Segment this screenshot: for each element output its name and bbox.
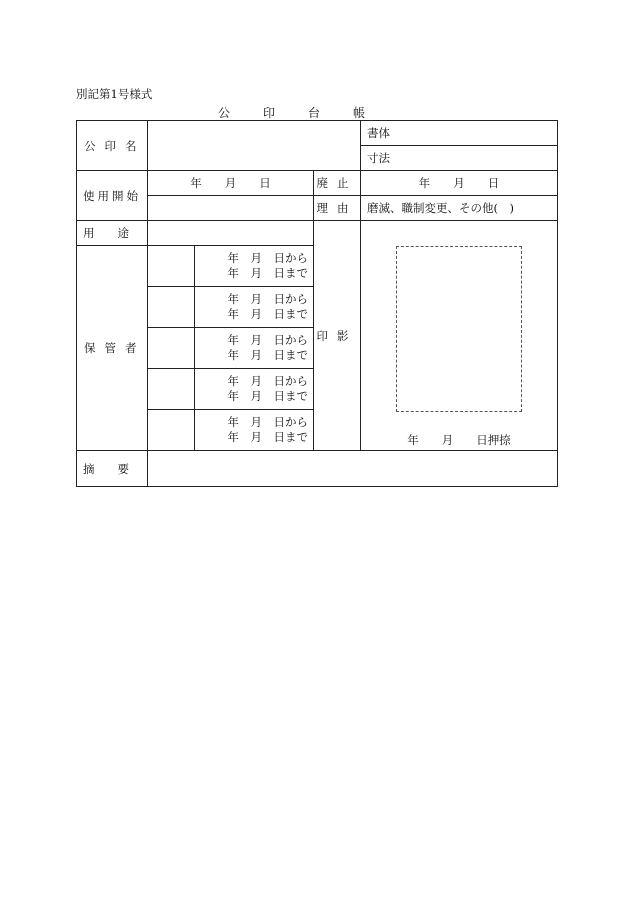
period-to: 年 月 日まで (227, 348, 308, 362)
period-from: 年 月 日から (227, 333, 308, 347)
custodian-name-field[interactable] (148, 287, 195, 328)
seal-ledger-table (76, 120, 558, 487)
period-from: 年 月 日から (227, 251, 308, 265)
period-to: 年 月 日まで (227, 389, 308, 403)
custodian-name-field[interactable] (148, 246, 195, 287)
typeface-label: 書体 (361, 121, 558, 146)
seal-stamp-date: 年 月 日押捺 (407, 433, 511, 447)
custodian-period[interactable] (195, 369, 314, 410)
start-use-label: 使用開始 (77, 171, 148, 221)
reason-options[interactable]: 磨滅、職制変更、その他( ) (361, 196, 558, 221)
seal-impression-label: 印影 (314, 221, 361, 451)
reason-label: 理由 (314, 196, 361, 221)
custodian-period[interactable] (195, 246, 314, 287)
period-from: 年 月 日から (227, 374, 308, 388)
seal-impression-area (361, 221, 558, 451)
period-from: 年 月 日から (227, 415, 308, 429)
seal-name-label: 公印名 (77, 121, 148, 171)
custodian-name-field[interactable] (148, 369, 195, 410)
document-title: 公印台帳 (218, 106, 399, 120)
period-to: 年 月 日まで (227, 307, 308, 321)
period-to: 年 月 日まで (227, 430, 308, 444)
abolish-label: 廃止 (314, 171, 361, 196)
start-use-date[interactable]: 年 月 日 (148, 171, 314, 196)
purpose-label: 用 途 (77, 221, 148, 246)
form-number-label: 別記第1号様式 (76, 87, 153, 101)
summary-label: 摘 要 (77, 451, 148, 487)
seal-stamp-box (396, 246, 522, 412)
period-to: 年 月 日まで (227, 266, 308, 280)
period-from: 年 月 日から (227, 292, 308, 306)
size-label: 寸法 (361, 146, 558, 171)
custodian-period[interactable] (195, 410, 314, 451)
custodian-name-field[interactable] (148, 410, 195, 451)
seal-name-field[interactable] (148, 121, 361, 171)
purpose-field[interactable] (148, 221, 314, 246)
custodian-period[interactable] (195, 287, 314, 328)
custodian-period[interactable] (195, 328, 314, 369)
summary-field[interactable] (148, 451, 558, 487)
custodian-name-field[interactable] (148, 328, 195, 369)
custodian-label: 保管者 (77, 246, 148, 451)
start-use-extra-field[interactable] (148, 196, 314, 221)
abolish-date[interactable]: 年 月 日 (361, 171, 558, 196)
